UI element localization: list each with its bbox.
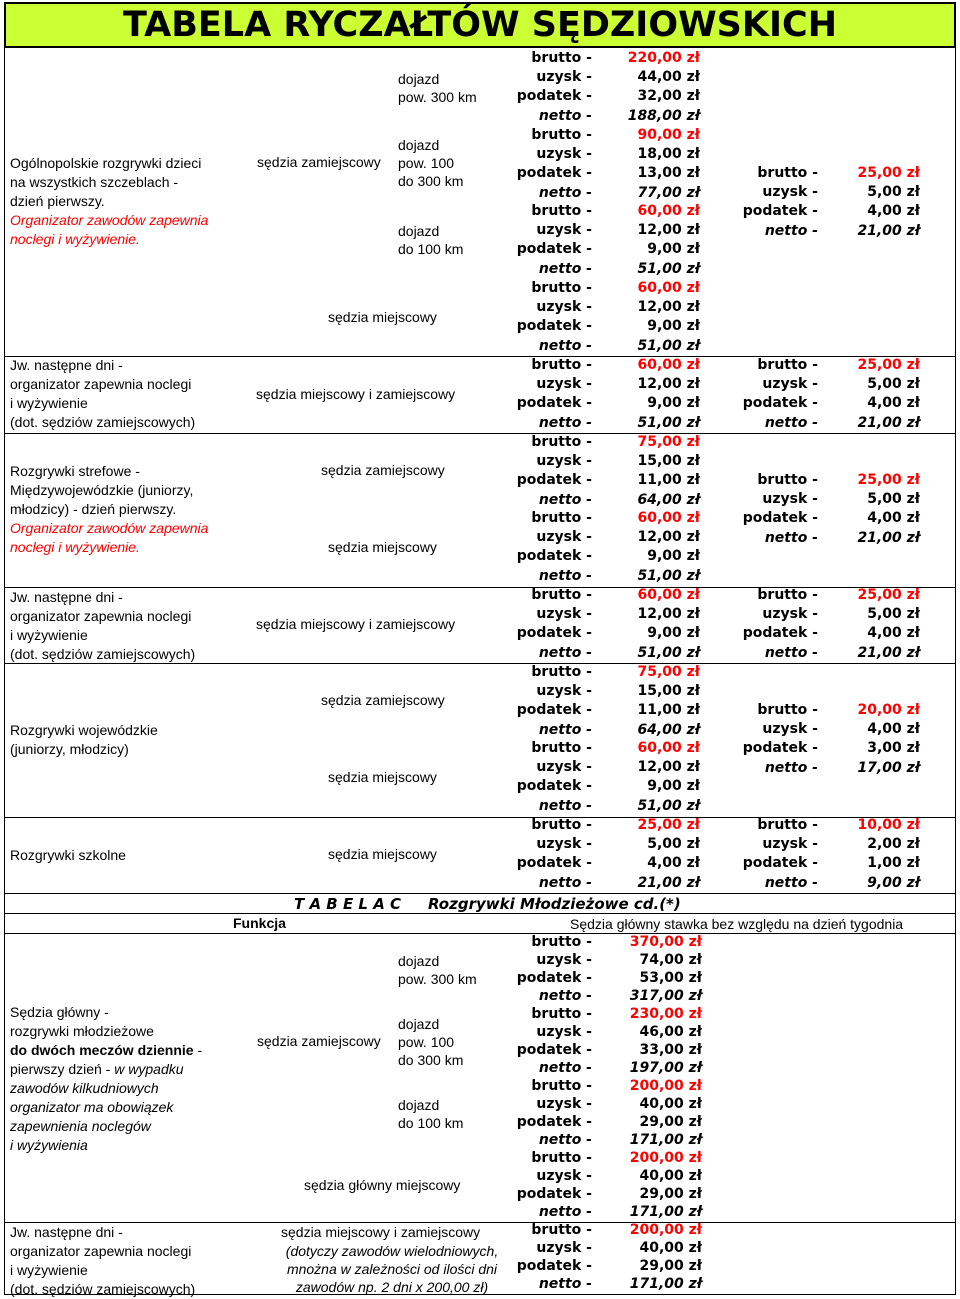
label-uzysk: uzysk - bbox=[536, 836, 592, 853]
label-uzysk: uzysk - bbox=[536, 222, 592, 239]
pay-uzysk-value: 12,00 zł bbox=[637, 222, 700, 239]
pay-netto-value: 51,00 zł bbox=[637, 414, 700, 431]
distance-label: dojazd pow. 100 do 300 km bbox=[398, 137, 464, 189]
assistant-uzysk-value: 2,00 zł bbox=[867, 836, 920, 853]
label-netto: netto - bbox=[538, 874, 592, 891]
label-brutto: brutto - bbox=[757, 587, 818, 603]
label-brutto: brutto - bbox=[757, 357, 818, 373]
pay-uzysk-value: 40,00 zł bbox=[639, 1168, 702, 1185]
label-podatek: podatek - bbox=[516, 1258, 592, 1275]
pay-podatek-value: 11,00 zł bbox=[637, 702, 700, 719]
pay-podatek-value: 9,00 zł bbox=[647, 548, 700, 565]
pay-netto-value: 51,00 zł bbox=[637, 644, 700, 661]
label-brutto: brutto - bbox=[531, 1078, 592, 1094]
label-brutto: brutto - bbox=[531, 357, 592, 373]
label-netto: netto - bbox=[538, 721, 592, 738]
assistant-uzysk-value: 5,00 zł bbox=[867, 184, 920, 201]
role-label: sędzia zamiejscowy bbox=[321, 462, 445, 478]
pay-brutto-value: 90,00 zł bbox=[637, 127, 700, 143]
assistant-netto-value: 21,00 zł bbox=[857, 414, 920, 431]
label-podatek: podatek - bbox=[516, 1042, 592, 1059]
assistant-podatek-value: 4,00 zł bbox=[867, 510, 920, 527]
pay-brutto-value: 200,00 zł bbox=[629, 1222, 702, 1238]
pay-brutto-value: 60,00 zł bbox=[637, 587, 700, 603]
assistant-podatek-value: 3,00 zł bbox=[867, 740, 920, 757]
role-label: sędzia zamiejscowy bbox=[257, 154, 381, 170]
pay-podatek-value: 29,00 zł bbox=[639, 1258, 702, 1275]
category-4: Jw. następne dni - organizator zapewnia noclegi i wyżywienie (dot. sędziów zamiejscowych) bbox=[10, 589, 196, 662]
label-brutto: brutto - bbox=[757, 165, 818, 181]
assistant-uzysk-value: 4,00 zł bbox=[867, 721, 920, 738]
label-uzysk: uzysk - bbox=[536, 606, 592, 623]
label-brutto: brutto - bbox=[757, 472, 818, 488]
label-netto: netto - bbox=[538, 644, 592, 661]
label-netto: netto - bbox=[764, 529, 818, 546]
pay-netto-value: 171,00 zł bbox=[629, 1132, 702, 1149]
category-5: Rozgrywki wojewódzkie (juniorzy, młodzicy) bbox=[10, 722, 158, 757]
label-netto: netto - bbox=[764, 874, 818, 891]
pay-netto-value: 21,00 zł bbox=[637, 874, 700, 891]
table-c-label: T A B E L A C bbox=[294, 895, 402, 913]
pay-netto-value: 188,00 zł bbox=[627, 107, 700, 124]
label-podatek: podatek - bbox=[516, 165, 592, 182]
role-label: sędzia miejscowy bbox=[328, 769, 437, 785]
role-label: sędzia zamiejscowy bbox=[257, 1033, 381, 1049]
pay-brutto-value: 60,00 zł bbox=[637, 740, 700, 756]
label-netto: netto - bbox=[538, 491, 592, 508]
label-uzysk: uzysk - bbox=[536, 1240, 592, 1257]
pay-podatek-value: 9,00 zł bbox=[647, 241, 700, 258]
distance-label: dojazd pow. 100 do 300 km bbox=[398, 1016, 464, 1068]
pay-uzysk-value: 12,00 zł bbox=[637, 606, 700, 623]
label-brutto: brutto - bbox=[531, 127, 592, 143]
assistant-podatek-value: 4,00 zł bbox=[867, 625, 920, 642]
label-uzysk: uzysk - bbox=[536, 683, 592, 700]
label-podatek: podatek - bbox=[516, 778, 592, 795]
distance-label: dojazd do 100 km bbox=[398, 223, 464, 257]
pay-podatek-value: 13,00 zł bbox=[637, 165, 700, 182]
pay-podatek-value: 4,00 zł bbox=[647, 855, 700, 872]
pay-uzysk-value: 12,00 zł bbox=[637, 376, 700, 393]
pay-netto-value: 51,00 zł bbox=[637, 567, 700, 584]
label-netto: netto - bbox=[538, 414, 592, 431]
label-uzysk: uzysk - bbox=[536, 376, 592, 393]
label-brutto: brutto - bbox=[531, 587, 592, 603]
label-netto: netto - bbox=[764, 222, 818, 239]
label-netto: netto - bbox=[538, 184, 592, 201]
label-podatek: podatek - bbox=[516, 548, 592, 565]
label-podatek: podatek - bbox=[742, 625, 818, 642]
pay-brutto-value: 25,00 zł bbox=[637, 817, 700, 833]
pay-uzysk-value: 12,00 zł bbox=[637, 529, 700, 546]
distance-label: dojazd pow. 300 km bbox=[398, 953, 477, 987]
label-uzysk: uzysk - bbox=[762, 184, 818, 201]
label-podatek: podatek - bbox=[516, 241, 592, 258]
category-6: Rozgrywki szkolne bbox=[10, 847, 126, 863]
pay-uzysk-value: 5,00 zł bbox=[647, 836, 700, 853]
pay-uzysk-value: 74,00 zł bbox=[639, 952, 702, 969]
label-podatek: podatek - bbox=[516, 1114, 592, 1131]
label-brutto: brutto - bbox=[531, 434, 592, 450]
distance-label: dojazd do 100 km bbox=[398, 1097, 464, 1131]
label-podatek: podatek - bbox=[516, 88, 592, 105]
assistant-brutto-value: 20,00 zł bbox=[857, 702, 920, 718]
pay-netto-value: 51,00 zł bbox=[637, 260, 700, 277]
label-uzysk: uzysk - bbox=[536, 1168, 592, 1185]
label-netto: netto - bbox=[538, 107, 592, 124]
pay-brutto-value: 370,00 zł bbox=[629, 934, 702, 950]
row-divider bbox=[4, 433, 956, 434]
assistant-podatek-value: 4,00 zł bbox=[867, 203, 920, 220]
label-uzysk: uzysk - bbox=[762, 836, 818, 853]
label-netto: netto - bbox=[764, 644, 818, 661]
assistant-uzysk-value: 5,00 zł bbox=[867, 606, 920, 623]
label-brutto: brutto - bbox=[757, 817, 818, 833]
pay-netto-value: 171,00 zł bbox=[629, 1276, 702, 1293]
assistant-brutto-value: 10,00 zł bbox=[857, 817, 920, 833]
label-uzysk: uzysk - bbox=[536, 453, 592, 470]
pay-podatek-value: 9,00 zł bbox=[647, 778, 700, 795]
pay-podatek-value: 32,00 zł bbox=[637, 88, 700, 105]
pay-podatek-value: 33,00 zł bbox=[639, 1042, 702, 1059]
label-netto: netto - bbox=[538, 1060, 592, 1077]
pay-brutto-value: 230,00 zł bbox=[629, 1006, 702, 1022]
label-uzysk: uzysk - bbox=[536, 299, 592, 316]
pay-podatek-value: 9,00 zł bbox=[647, 318, 700, 335]
row-divider bbox=[4, 893, 956, 894]
label-uzysk: uzysk - bbox=[536, 759, 592, 776]
page-title: TABELA RYCZAŁTÓW SĘDZIOWSKICH bbox=[4, 2, 956, 48]
pay-brutto-value: 60,00 zł bbox=[637, 357, 700, 373]
label-uzysk: uzysk - bbox=[762, 491, 818, 508]
label-brutto: brutto - bbox=[531, 280, 592, 296]
label-netto: netto - bbox=[538, 1204, 592, 1221]
label-podatek: podatek - bbox=[742, 740, 818, 757]
label-uzysk: uzysk - bbox=[762, 606, 818, 623]
label-brutto: brutto - bbox=[531, 1222, 592, 1238]
label-podatek: podatek - bbox=[516, 395, 592, 412]
pay-netto-value: 171,00 zł bbox=[629, 1204, 702, 1221]
category-7: Sędzia główny - rozgrywki młodzieżowe do dwóch meczów dziennie - pierwszy dzień - w wypadku zawodów kilkudniowych organizator ma obowiązek zapewnienia noclegów i wyżywienia bbox=[10, 1004, 203, 1153]
pay-brutto-value: 75,00 zł bbox=[637, 434, 700, 450]
role-label: sędzia główny miejscowy bbox=[304, 1177, 461, 1193]
pay-uzysk-value: 15,00 zł bbox=[637, 683, 700, 700]
pay-netto-value: 64,00 zł bbox=[637, 721, 700, 738]
role-label: sędzia miejscowy i zamiejscowy bbox=[256, 616, 456, 632]
label-uzysk: uzysk - bbox=[762, 721, 818, 738]
label-uzysk: uzysk - bbox=[536, 1096, 592, 1113]
note-multiday: (dotyczy zawodów wielodniowych, mnożna w zależności od ilości dni zawodów np. 2 dni x 200,00 zł) bbox=[285, 1243, 499, 1295]
label-podatek: podatek - bbox=[516, 625, 592, 642]
pay-netto-value: 317,00 zł bbox=[629, 988, 702, 1005]
label-uzysk: uzysk - bbox=[536, 952, 592, 969]
pay-podatek-value: 29,00 zł bbox=[639, 1114, 702, 1131]
label-uzysk: uzysk - bbox=[536, 1024, 592, 1041]
role-label: sędzia miejscowy i zamiejscowy bbox=[281, 1224, 481, 1240]
pay-uzysk-value: 40,00 zł bbox=[639, 1240, 702, 1257]
pay-uzysk-value: 18,00 zł bbox=[637, 146, 700, 163]
role-label: sędzia miejscowy bbox=[328, 309, 437, 325]
pay-brutto-value: 60,00 zł bbox=[637, 280, 700, 296]
assistant-netto-value: 17,00 zł bbox=[857, 759, 920, 776]
label-netto: netto - bbox=[538, 260, 592, 277]
category-1: Ogólnopolskie rozgrywki dzieci na wszystkich szczeblach - dzień pierwszy. Organizator zawodów zapewnia noclegi i wyżywienie. bbox=[10, 155, 209, 247]
label-netto: netto - bbox=[764, 414, 818, 431]
row-divider bbox=[4, 933, 956, 934]
pay-uzysk-value: 12,00 zł bbox=[637, 299, 700, 316]
label-uzysk: uzysk - bbox=[536, 529, 592, 546]
label-uzysk: uzysk - bbox=[536, 69, 592, 86]
role-label: sędzia zamiejscowy bbox=[321, 692, 445, 708]
pay-brutto-value: 60,00 zł bbox=[637, 203, 700, 219]
pay-uzysk-value: 46,00 zł bbox=[639, 1024, 702, 1041]
assistant-netto-value: 21,00 zł bbox=[857, 529, 920, 546]
label-netto: netto - bbox=[538, 1276, 592, 1293]
table-c-title: Rozgrywki Młodzieżowe cd.(*) bbox=[428, 895, 681, 913]
row-divider bbox=[4, 913, 956, 914]
assistant-podatek-value: 1,00 zł bbox=[867, 855, 920, 872]
category-8: Jw. następne dni - organizator zapewnia noclegi i wyżywienie (dot. sędziów zamiejscowych) bbox=[10, 1224, 196, 1297]
pay-podatek-value: 9,00 zł bbox=[647, 625, 700, 642]
pay-podatek-value: 29,00 zł bbox=[639, 1186, 702, 1203]
pay-uzysk-value: 40,00 zł bbox=[639, 1096, 702, 1113]
pay-brutto-value: 200,00 zł bbox=[629, 1150, 702, 1166]
assistant-brutto-value: 25,00 zł bbox=[857, 165, 920, 181]
pay-netto-value: 197,00 zł bbox=[629, 1060, 702, 1077]
label-podatek: podatek - bbox=[516, 1186, 592, 1203]
label-podatek: podatek - bbox=[516, 855, 592, 872]
label-podatek: podatek - bbox=[516, 318, 592, 335]
label-brutto: brutto - bbox=[531, 203, 592, 219]
role-label: sędzia miejscowy i zamiejscowy bbox=[256, 386, 456, 402]
category-3: Rozgrywki strefowe - Międzywojewódzkie (juniorzy, młodzicy) - dzień pierwszy. Organizator zawodów zapewnia noclegi i wyżywienie. bbox=[10, 463, 209, 555]
label-uzysk: uzysk - bbox=[536, 146, 592, 163]
label-uzysk: uzysk - bbox=[762, 376, 818, 393]
label-netto: netto - bbox=[538, 797, 592, 814]
pay-brutto-value: 75,00 zł bbox=[637, 664, 700, 680]
label-brutto: brutto - bbox=[531, 50, 592, 66]
assistant-brutto-value: 25,00 zł bbox=[857, 587, 920, 603]
label-podatek: podatek - bbox=[742, 395, 818, 412]
assistant-uzysk-value: 5,00 zł bbox=[867, 376, 920, 393]
pay-uzysk-value: 44,00 zł bbox=[637, 69, 700, 86]
label-podatek: podatek - bbox=[516, 702, 592, 719]
label-netto: netto - bbox=[538, 988, 592, 1005]
label-podatek: podatek - bbox=[516, 970, 592, 987]
assistant-brutto-value: 25,00 zł bbox=[857, 472, 920, 488]
label-brutto: brutto - bbox=[531, 510, 592, 526]
label-netto: netto - bbox=[538, 1132, 592, 1149]
category-2: Jw. następne dni - organizator zapewnia noclegi i wyżywienie (dot. sędziów zamiejscowych) bbox=[10, 357, 196, 430]
role-label: sędzia miejscowy bbox=[328, 539, 437, 555]
label-brutto: brutto - bbox=[531, 934, 592, 950]
label-brutto: brutto - bbox=[531, 664, 592, 680]
col-divider bbox=[4, 48, 5, 1294]
pay-netto-value: 51,00 zł bbox=[637, 797, 700, 814]
label-netto: netto - bbox=[538, 567, 592, 584]
label-brutto: brutto - bbox=[531, 740, 592, 756]
pay-netto-value: 64,00 zł bbox=[637, 491, 700, 508]
assistant-uzysk-value: 5,00 zł bbox=[867, 491, 920, 508]
label-brutto: brutto - bbox=[531, 1006, 592, 1022]
pay-brutto-value: 60,00 zł bbox=[637, 510, 700, 526]
pay-podatek-value: 11,00 zł bbox=[637, 472, 700, 489]
assistant-netto-value: 21,00 zł bbox=[857, 222, 920, 239]
assistant-podatek-value: 4,00 zł bbox=[867, 395, 920, 412]
label-netto: netto - bbox=[764, 759, 818, 776]
label-brutto: brutto - bbox=[531, 817, 592, 833]
label-podatek: podatek - bbox=[516, 472, 592, 489]
pay-podatek-value: 53,00 zł bbox=[639, 970, 702, 987]
label-netto: netto - bbox=[538, 337, 592, 354]
pay-brutto-value: 200,00 zł bbox=[629, 1078, 702, 1094]
table-c-note: Sędzia główny stawka bez względu na dzień tygodnia bbox=[570, 916, 904, 932]
label-podatek: podatek - bbox=[742, 855, 818, 872]
pay-uzysk-value: 12,00 zł bbox=[637, 759, 700, 776]
distance-label: dojazd pow. 300 km bbox=[398, 71, 477, 105]
label-podatek: podatek - bbox=[742, 203, 818, 220]
pay-netto-value: 77,00 zł bbox=[637, 184, 700, 201]
pay-podatek-value: 9,00 zł bbox=[647, 395, 700, 412]
label-podatek: podatek - bbox=[742, 510, 818, 527]
role-label: sędzia miejscowy bbox=[328, 846, 437, 862]
pay-uzysk-value: 15,00 zł bbox=[637, 453, 700, 470]
assistant-netto-value: 21,00 zł bbox=[857, 644, 920, 661]
label-brutto: brutto - bbox=[757, 702, 818, 718]
assistant-brutto-value: 25,00 zł bbox=[857, 357, 920, 373]
col-divider bbox=[955, 48, 956, 1294]
assistant-netto-value: 9,00 zł bbox=[867, 874, 920, 891]
label-brutto: brutto - bbox=[531, 1150, 592, 1166]
column-header-funkcja: Funkcja bbox=[233, 915, 286, 931]
pay-brutto-value: 220,00 zł bbox=[627, 50, 700, 66]
pay-netto-value: 51,00 zł bbox=[637, 337, 700, 354]
